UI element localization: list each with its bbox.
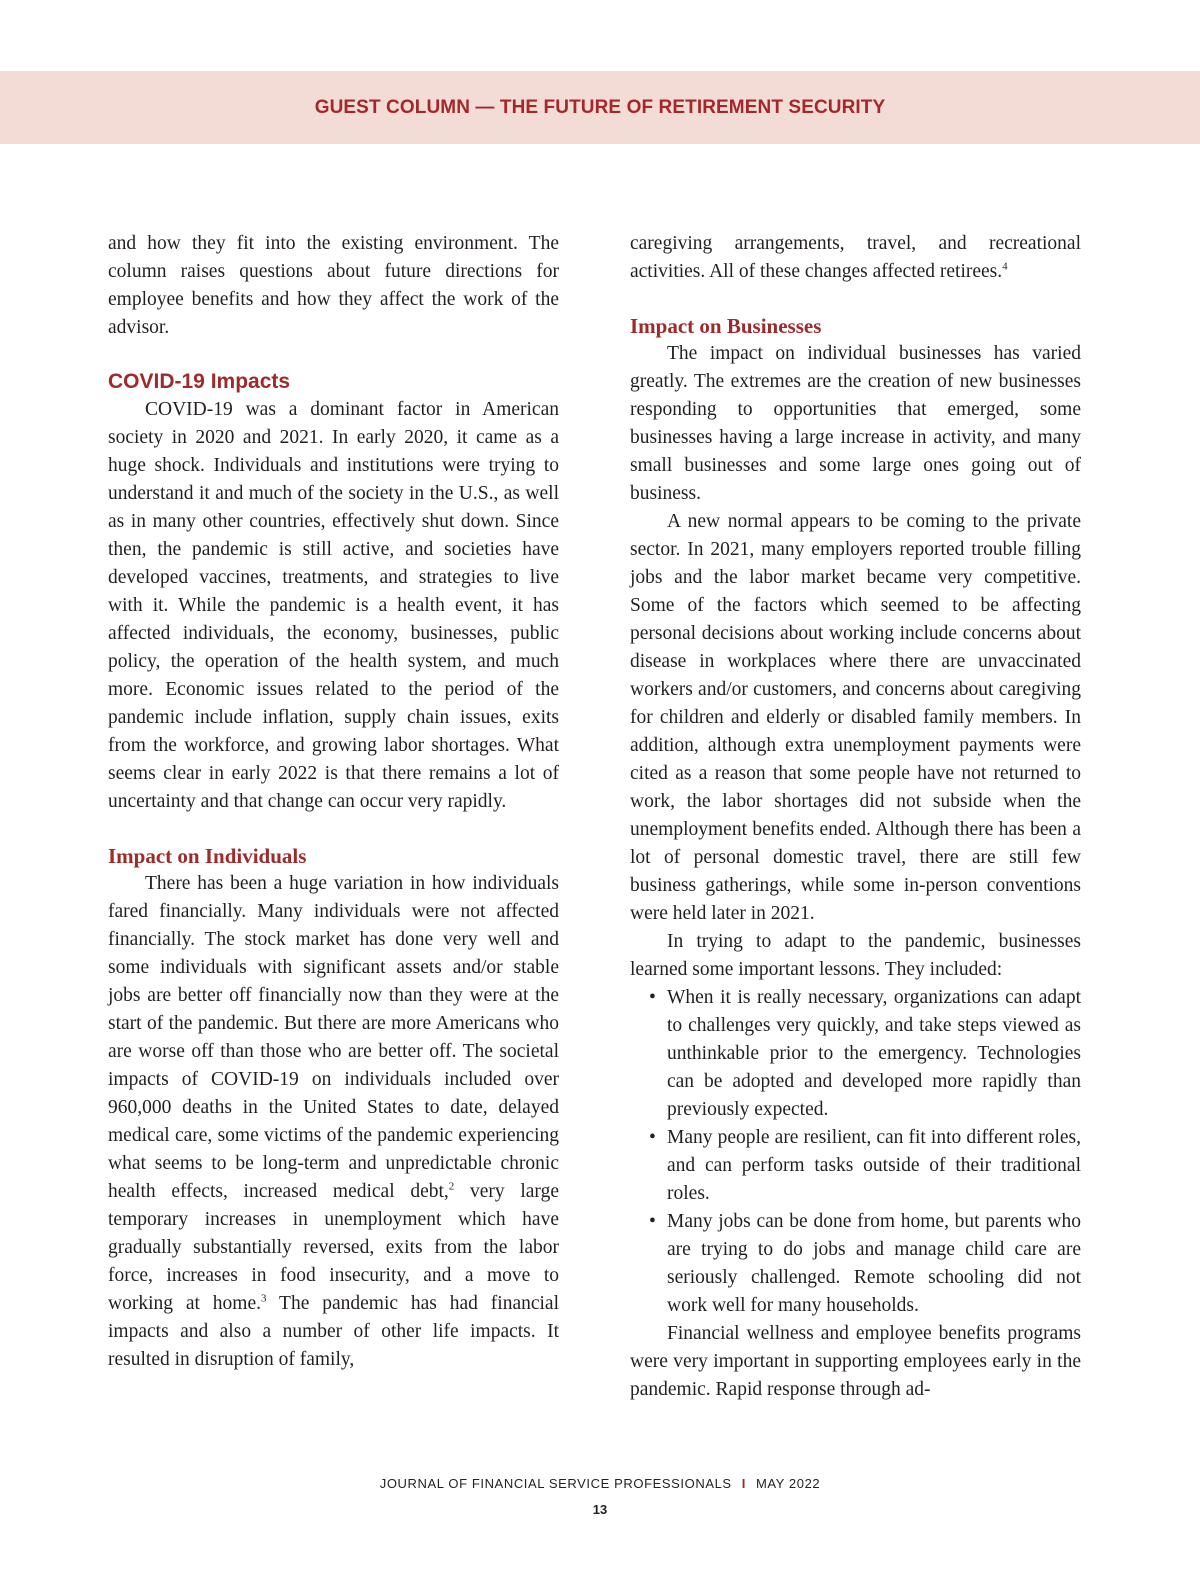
- left-column: [108, 230, 559, 1374]
- list-item-text: When it is really necessary, organizations can adapt to challenges very quickly, and take steps viewed as unthinkable prior to the emergency. Technologies can be adopted and developed more rapidly than previously expected.: [667, 987, 1081, 1120]
- journal-name: JOURNAL OF FINANCIAL SERVICE PROFESSIONALS: [379, 1476, 732, 1491]
- list-item: [630, 1208, 1081, 1320]
- bullet-icon: •: [649, 1127, 656, 1148]
- individuals-paragraph: [108, 870, 559, 1374]
- header-banner: [0, 71, 1200, 144]
- covid-paragraph: COVID-19 was a dominant factor in American society in 2020 and 2021. In early 2020, it came as a huge shock. Individuals and institutions were trying to understand it and much of the society in the U.S., as well as in many other countries, effectively shut down. Since then, the pandemic is still active, and societies have developed vaccines, treatments, and strategies to live with it. While the pandemic is a health event, it has affected individuals, the economy, businesses, public policy, the operation of the health system, and much more. Economic issues related to the period of the pandemic include inflation, supply chain issues, exits from the workforce, and growing labor shortages. What seems clear in early 2022 is that there remains a lot of uncertainty and that change can occur very rapidly.: [108, 399, 559, 812]
- right-column: [630, 230, 1081, 1404]
- list-item-text: Many jobs can be done from home, but parents who are trying to do jobs and manage child care are seriously challenged. Remote schooling did not work well for many households.: [667, 1211, 1081, 1316]
- footnote-4: 4: [1002, 260, 1008, 273]
- footer: [0, 1476, 1200, 1491]
- covid-impacts-heading: COVID-19 Impacts: [108, 370, 291, 393]
- list-item: [630, 1124, 1081, 1208]
- banner-title: GUEST COLUMN — THE FUTURE OF RETIREMENT SECURITY: [314, 96, 886, 118]
- bullet-icon: •: [649, 987, 656, 1008]
- businesses-heading: Impact on Businesses: [630, 314, 822, 338]
- businesses-paragraph-2: A new normal appears to be coming to the private sector. In 2021, many employers reported trouble filling jobs and the labor market became very competitive. Some of the factors which seemed to be affecting personal decisions about working include concerns about disease in workplaces where there are unvaccinated workers and/or customers, and concerns about caregiving for children and elderly or disabled family members. In addition, although extra unemployment payments were cited as a reason that some people have not returned to work, the labor shortages did not subside when the unemployment benefits ended. Although there has been a lot of personal domestic travel, there are still few business gatherings, while some in-person conventions were held later in 2021.: [630, 511, 1081, 924]
- issue-date: MAY 2022: [755, 1476, 821, 1491]
- individuals-text-3: The pandemic has had financial impacts and also a number of other life impacts. It resulted in disruption of family,: [108, 1293, 559, 1370]
- page-number: 13: [592, 1502, 608, 1517]
- footnote-2: 2: [448, 1180, 455, 1193]
- businesses-paragraph-1: The impact on individual businesses has varied greatly. The extremes are the creation of new businesses responding to opportunities that emerged, some businesses having a large increase in activity, and many small businesses and some large ones going out of business.: [630, 343, 1081, 504]
- footnote-3: 3: [261, 1292, 267, 1305]
- continued-paragraph: [630, 230, 1081, 286]
- list-item-text: Many people are resilient, can fit into different roles, and can perform tasks outside of their traditional roles.: [667, 1127, 1081, 1204]
- individuals-heading: Impact on Individuals: [108, 844, 307, 868]
- list-item: [630, 984, 1081, 1124]
- businesses-paragraph-4: Financial wellness and employee benefits programs were very important in supporting employees early in the pandemic. Rapid response through ad-: [630, 1323, 1081, 1400]
- individuals-text-2: very large temporary increases in unemployment which have gradually substantially reversed, exits from the labor force, increases in food insecurity, and a move to working at home.: [108, 1181, 559, 1314]
- intro-paragraph: and how they fit into the existing environment. The column raises questions about future directions for employee benefits and how they affect the work of the advisor.: [108, 233, 559, 338]
- individuals-text-1: There has been a huge variation in how individuals fared financially. Many individuals were not affected financially. The stock market has done very well and some individuals with significant assets and/or stable jobs are better off financially now than they were at the start of the pandemic. But there are more Americans who are worse off than those who are better off. The societal impacts of COVID-19 on individuals included over 960,000 deaths in the United States to date, delayed medical care, some victims of the pandemic experiencing what seems to be long-term and unpredictable chronic health effects, increased medical debt,: [108, 873, 559, 1202]
- bullet-icon: •: [649, 1211, 656, 1232]
- lessons-list: [630, 984, 1081, 1320]
- continued-text: caregiving arrangements, travel, and recreational activities. All of these changes affected retirees.: [630, 233, 1081, 282]
- footer-separator: I: [741, 1476, 746, 1491]
- businesses-paragraph-3: In trying to adapt to the pandemic, businesses learned some important lessons. They included:: [630, 931, 1081, 980]
